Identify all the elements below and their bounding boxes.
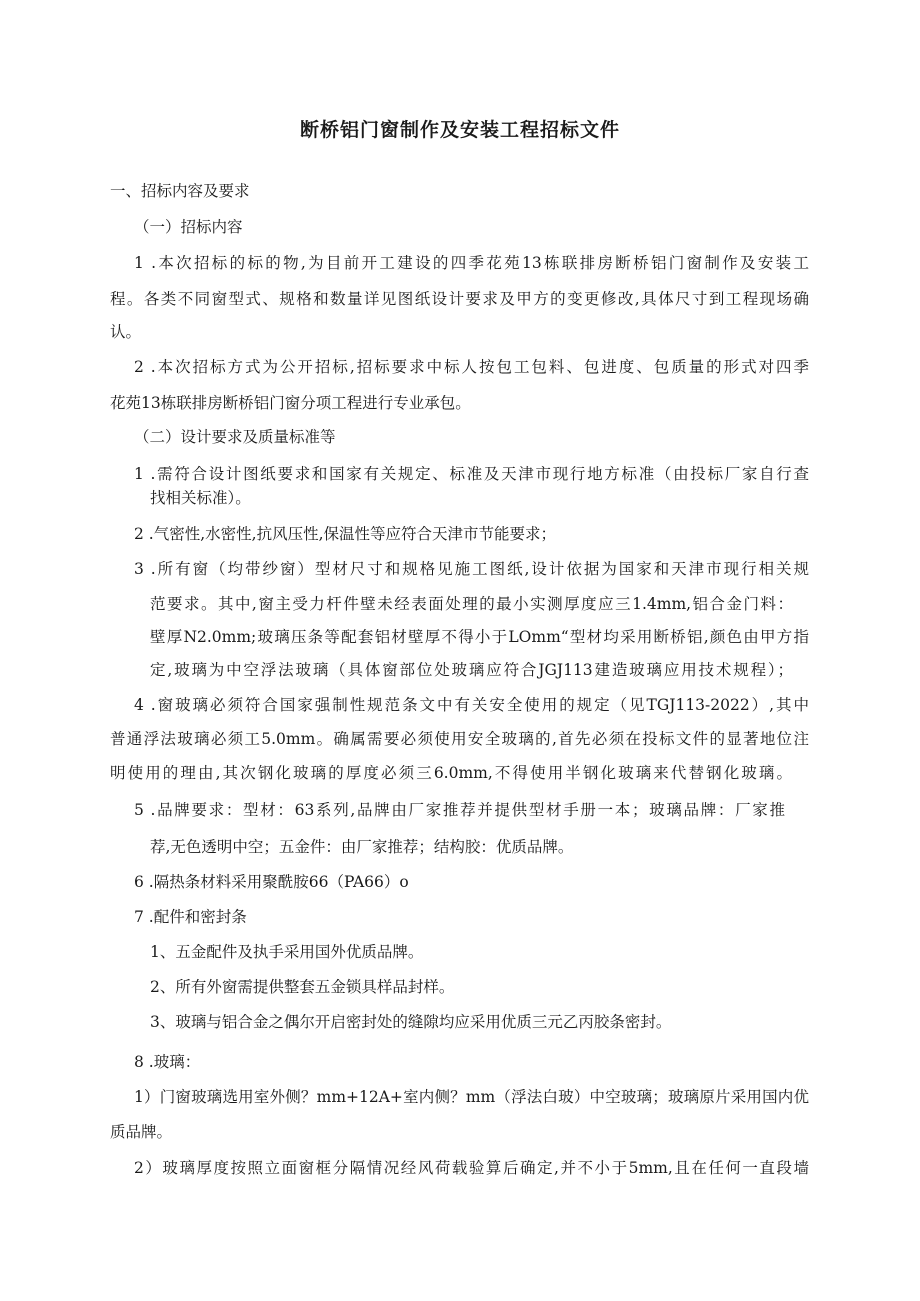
list-item: 3、玻璃与铝合金之偶尔开启密封处的缝隙均应采用优质三元乙丙胶条密封。: [150, 1013, 672, 1031]
paragraph-line: 程。各类不同窗型式、规格和数量详见图纸设计要求及甲方的变更修改,具体尺寸到工程现场确: [110, 290, 809, 308]
paragraph-line: 6 .隔热条材料采用聚酰胺66（PA66）o: [134, 873, 409, 891]
paragraph-line: 1 .本次招标的标的物,为目前开工建设的四季花苑13栋联排房断桥铝门窗制作及安装工: [134, 254, 809, 272]
paragraph-line: 定,玻璃为中空浮法玻璃（具体窗部位处玻璃应符合JGJ113建造玻璃应用技术规程）；: [150, 661, 793, 679]
paragraph-line: 壁厚N2.0mm;玻璃压条等配套铝材壁厚不得小于LOmm“型材均采用断桥铝,颜色由甲方指: [150, 628, 809, 646]
paragraph-line: 明使用的理由,其次钢化玻璃的厚度必须三6.0mm,不得使用半钢化玻璃来代替钢化玻璃。: [110, 764, 792, 782]
paragraph-line: 找相关标准）。: [150, 489, 251, 507]
paragraph-line: 2）玻璃厚度按照立面窗框分隔情况经风荷载验算后确定,并不小于5mm,且在任何一直段墙: [134, 1159, 809, 1177]
paragraph-line: 普通浮法玻璃必须工5.0mm。确属需要必须使用安全玻璃的,首先必须在投标文件的显著地位注: [110, 730, 809, 748]
paragraph-line: 2 .本次招标方式为公开招标,招标要求中标人按包工包料、包进度、包质量的形式对四季: [134, 358, 809, 376]
paragraph-line: 质品牌。: [110, 1123, 173, 1141]
paragraph-line: 范要求。其中,窗主受力杆件壁未经表面处理的最小实测厚度应三1.4mm,铝合金门料：: [150, 595, 793, 613]
paragraph-line: 5 .品牌要求：型材：63系列,品牌由厂家推荐并提供型材手册一本；玻璃品牌：厂家推: [134, 801, 785, 819]
paragraph-line: 1 .需符合设计图纸要求和国家有关规定、标准及天津市现行地方标准（由投标厂家自行查: [134, 465, 809, 483]
paragraph-line: 3 .所有窗（均带纱窗）型材尺寸和规格见施工图纸,设计依据为国家和天津市现行相关规: [134, 560, 809, 578]
section-heading: 一、招标内容及要求: [110, 182, 250, 200]
paragraph-line: 认。: [110, 323, 142, 341]
paragraph-line: 8 .玻璃：: [134, 1053, 201, 1071]
paragraph-line: 7 .配件和密封条: [134, 908, 247, 926]
paragraph-line: 4 .窗玻璃必须符合国家强制性规范条文中有关安全使用的规定（见TGJ113-2022）,其中: [134, 696, 809, 714]
paragraph-line: 2 .气密性,水密性,抗风压性,保温性等应符合天津市节能要求；: [134, 525, 556, 543]
list-item: 2、所有外窗需提供整套五金锁具样品封样。: [150, 978, 455, 996]
paragraph-line: 花苑13栋联排房断桥铝门窗分项工程进行专业承包。: [110, 394, 471, 412]
paragraph-line: 1）门窗玻璃选用室外侧？mm+12A+室内侧？mm（浮法白玻）中空玻璃；玻璃原片采用国内优: [134, 1088, 809, 1106]
subsection-heading: （二）设计要求及质量标准等: [134, 428, 336, 446]
page-title: 断桥铝门窗制作及安装工程招标文件: [299, 119, 620, 141]
list-item: 1、五金配件及执手采用国外优质品牌。: [150, 943, 424, 961]
subsection-heading: （一）招标内容: [134, 218, 243, 236]
paragraph-line: 荐,无色透明中空；五金件：由厂家推荐；结构胶：优质品牌。: [150, 838, 574, 856]
